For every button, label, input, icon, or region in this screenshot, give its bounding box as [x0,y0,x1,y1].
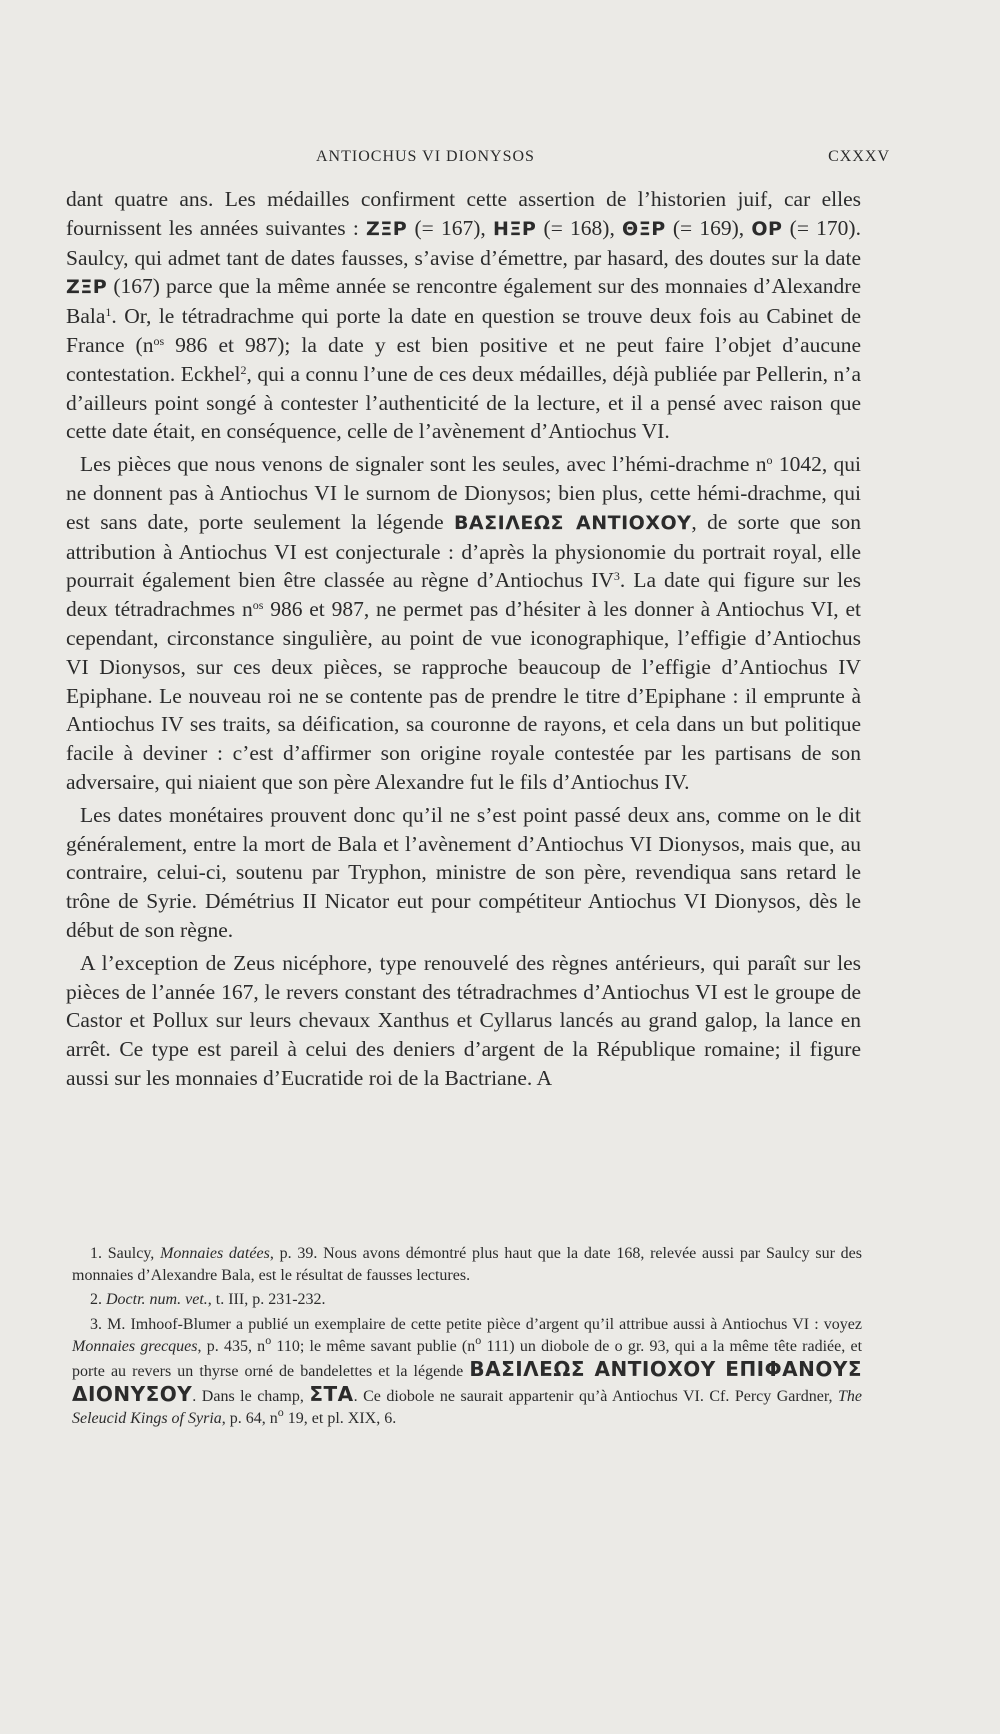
paragraph-4: A l’exception de Zeus nicéphore, type renouvelé des règnes antérieurs, qui paraît sur les pièces de l’année 167, le revers constant des tétradrachmes d’Antiochus VI est le groupe de Castor et Pollux sur leurs chevaux Xanthus et Cyllarus lancés au grand galop, la lance en arrêt. Ce type est pareil à celui des deniers d’argent de la République romaine; il figure aussi sur les monnaies d’Eucratide roi de la Bactriane. A [66,950,861,1090]
text-run: Les pièces que nous venons de signaler sont les seules, avec l’hémi-drachme n [80,452,767,477]
footnote-1 [72,1243,862,1287]
main-text [66,185,861,1097]
greek-date: ΗΞΡ [492,217,537,240]
running-header [66,148,890,172]
book-title: Doctr. num. vet. [106,1291,208,1309]
text-run: . Or, le tétradrachme qui porte la date en question se trouve deux fois au Cabinet de France (n [66,304,861,357]
greek-date: ΟΡ [751,217,783,240]
text-run: 111) un diobole de o gr. 93, qui a la même tête radiée, et porte au revers un thyrse orné de bandelettes et la légende [72,1337,863,1381]
text-run: dant quatre ans. Les médailles confirment cette assertion de l’historien juif, car elles fournissent les années suivantes : [66,187,861,240]
text-run: , de sorte que son attribution à Antiochus VI est conjecturale : d’après la physionomie du portrait royal, elle pourrait également bien être classée au règne d’Antiochus IV [66,509,862,593]
footnote-2 [72,1289,862,1311]
text-run: 1042, qui ne donnent pas à Antiochus VI le surnom de Dionysos; bien plus, cette hémi-drachme, qui est sans date, porte seulement la légende [66,452,861,534]
footnotes [72,1243,862,1433]
footnote-ref-3[interactable]: 3 [613,569,620,584]
running-title: ANTIOCHUS VI DIONYSOS [316,148,535,165]
text-run: 1. Saulcy, [90,1245,161,1262]
text-run: (= 170). Saulcy, qui admet tant de dates fausses, s’avise d’émettre, par hasard, des doutes sur la date [66,215,861,270]
text-run: 986 et 987); la date y est bien positive et ne peut faire l’objet d’aucune contestation. Eckhel [66,332,861,386]
text-run: 2. [90,1291,106,1309]
superscript: os [252,598,264,613]
text-run: . Dans le champ, [192,1388,310,1406]
text-run: . Ce diobole ne saurait appartenir qu’à Antiochus VI. Cf. Percy Gardner, [353,1388,839,1406]
book-title: Monnaies datées [160,1245,270,1262]
greek-legend: ΒΑΣΙΛΕΩΣ ΑΝΤΙΟΧΟΥ [453,511,692,534]
book-title: The Seleucid Kings of Syria [72,1388,863,1428]
text-run: (= 169), [665,215,752,240]
text-run: (= 167), [407,215,493,240]
greek-monogram: ΣΤΑ [309,1382,354,1407]
text-run: , p. 64, n [221,1410,278,1428]
text-run: 3. M. Imhoof-Blumer a publié un exemplaire de cette petite pièce d’argent qu’il attribue aussi à Antiochus VI : voyez [90,1315,862,1333]
footnote-3 [72,1314,862,1431]
text-run: . La date qui figure sur les deux tétradrachmes n [66,568,862,622]
superscript: os [153,333,165,348]
superscript: o [475,1332,482,1347]
greek-date: ΖΞΡ [366,217,408,240]
text-run: , qui a connu l’une de ces deux médailles, déjà publiée par Pellerin, n’a d’ailleurs point songé à contester l’authenticité de la lecture, et il a pensé avec raison que cette date était, en conséquence, celle de l’avènement d’Antiochus VI. [66,361,861,444]
paragraph-3: Les dates monétaires prouvent donc qu’il ne s’est point passé deux ans, comme on le dit généralement, entre la mort de Bala et l’avènement d’Antiochus VI Dionysos, mais que, au contraire, celui-ci, soutenu par Tryphon, ministre de son père, revendiqua sans retard le trône de Syrie. Démétrius II Nicator eut pour compétiteur Antiochus VI Dionysos, dès le début de son règne. [66,802,861,942]
greek-legend: ΒΑΣΙΛΕΩΣ ΑΝΤΙΟΧΟΥ ΕΠΙΦΑΝΟΥΣ ΔΙΟΝΥΣΟΥ [72,1357,862,1407]
text-run: 19, et pl. XIX, 6. [283,1410,397,1428]
greek-date: ΘΞΡ [622,217,666,240]
text-run: 986 et 987, ne permet pas d’hésiter à les donner à Antiochus VI, et cependant, circonstance singulière, au point de vue iconographique, l’effigie d’Antiochus VI Dionysos, sur ces deux pièces, se rapproche beaucoup de l’effigie d’Antiochus IV Epiphane. Le nouveau roi ne se contente pas de prendre le titre d’Epiphane : il emprunte à Antiochus IV ses traits, sa déification, sa couronne de rayons, et cela dans un but politique facile à deviner : c’est d’affirmer son origine royale contestée par les partisans de son adversaire, qui niaient que son père Alexandre fut le fils d’Antiochus IV. [66,597,861,794]
text-run: (167) parce que la même année se rencontre également sur des monnaies d’Alexandre Bala [66,274,861,329]
superscript: o [766,453,773,468]
text-run: , t. III, p. 231-232. [207,1291,326,1309]
footnote-ref-2[interactable]: 2 [240,362,247,377]
footnote-ref-1[interactable]: 1 [105,305,112,320]
book-title: Monnaies grecques [72,1337,198,1355]
text-run: , p. 435, n [197,1337,266,1355]
superscript: o [277,1405,284,1420]
text-run: , p. 39. Nous avons démontré plus haut que la date 168, relevée aussi par Saulcy sur des monnaies d’Alexandre Bala, est le résultat de fausses lectures. [72,1245,862,1285]
superscript: o [265,1332,272,1347]
paragraph-1 [66,185,861,446]
text-run: 110; le même savant publie (n [271,1337,476,1355]
text-run: (= 168), [536,215,623,240]
paragraph-2 [66,450,861,797]
greek-date: ΖΞΡ [66,276,108,299]
page-number: CXXXV [828,148,890,165]
